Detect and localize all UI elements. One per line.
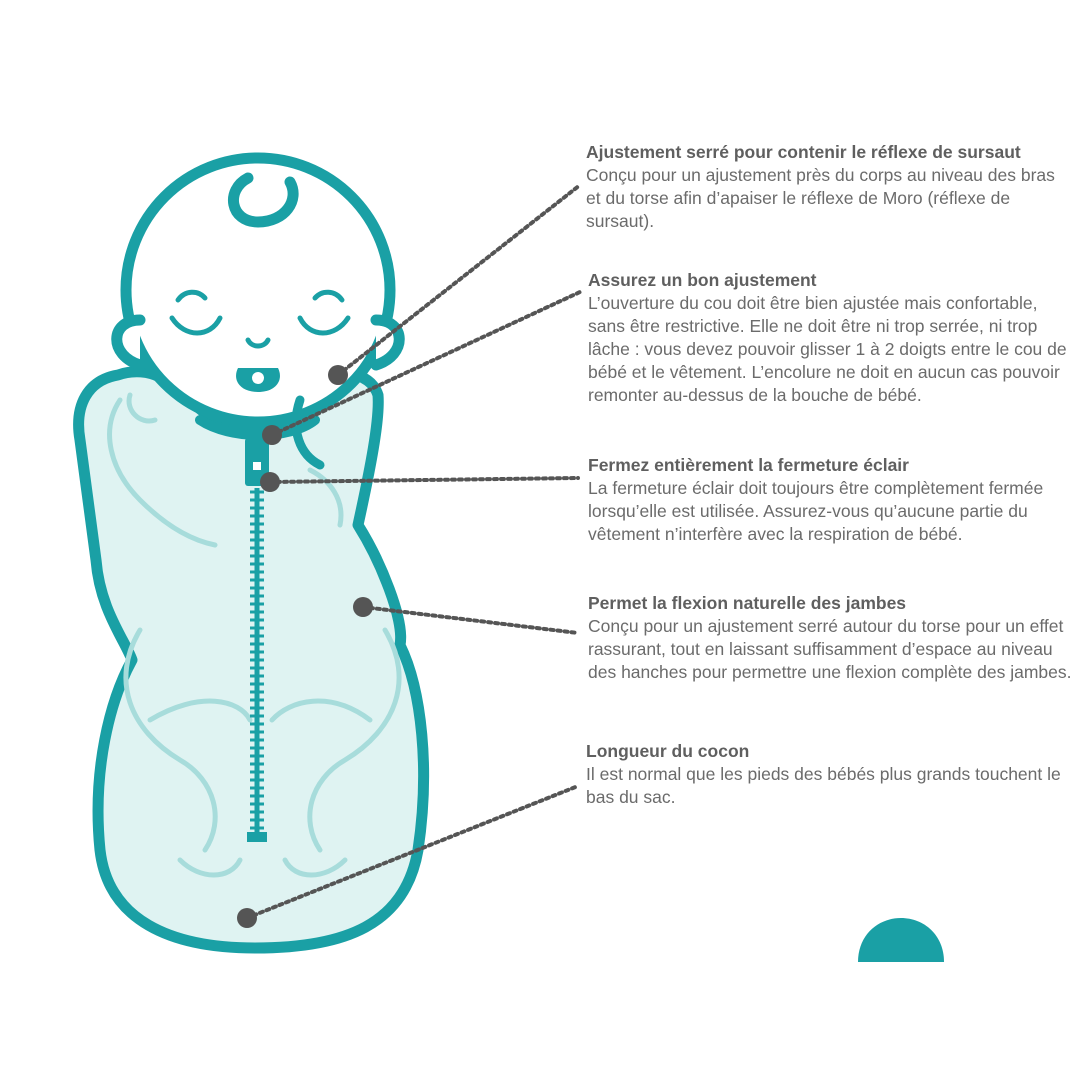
- leader-dot-5: [237, 908, 257, 928]
- callout-cocoon-length: [586, 740, 1071, 809]
- callout-title: Ajustement serré pour contenir le réflexe de sursaut: [586, 142, 1021, 162]
- callout-title: Permet la flexion naturelle des jambes: [588, 593, 907, 613]
- callout-body: Conçu pour un ajustement serré autour du torse pour un effet rassurant, tout en laissant suffisamment d’espace au niveau des hanches pour permettre une flexion complète des jambes.: [588, 616, 1072, 682]
- callout-title: Fermez entièrement la fermeture éclair: [588, 455, 909, 475]
- callout-startle-reflex: [586, 141, 1066, 233]
- callout-title: Assurez un bon ajustement: [588, 270, 817, 290]
- leader-dot-1: [328, 365, 348, 385]
- callout-body: Conçu pour un ajustement près du corps au niveau des bras et du torse afin d’apaiser le réflexe de Moro (réflexe de sursaut).: [586, 165, 1055, 231]
- zipper-stop: [247, 832, 267, 842]
- callout-good-fit: [588, 269, 1078, 407]
- callout-body: L’ouverture du cou doit être bien ajustée mais confortable, sans être restrictive. Elle ne doit être ni trop serrée, ni trop lâche : vous devez pouvoir glisser 1 à 2 doigts entre le cou de bébé et le vêtement. L’encolure ne doit en aucun cas pouvoir remonter au-dessus de la bouche de bébé.: [588, 293, 1067, 405]
- callout-leg-flexion: [588, 592, 1073, 684]
- callout-title: Longueur du cocon: [586, 741, 750, 761]
- callout-zipper: [588, 454, 1068, 546]
- leader-dot-4: [353, 597, 373, 617]
- callout-body: La fermeture éclair doit toujours être complètement fermée lorsqu’elle est utilisée. Assurez-vous qu’aucune partie du vêtement n’interfère avec la respiration de bébé.: [588, 478, 1044, 544]
- leader-dot-3: [260, 472, 280, 492]
- callout-body: Il est normal que les pieds des bébés plus grands touchent le bas du sac.: [586, 764, 1061, 807]
- zipper-pull-hole: [253, 462, 261, 470]
- pacifier-ring: [252, 372, 264, 384]
- teal-decorative-shape: [858, 918, 944, 962]
- left-ear: [117, 320, 140, 365]
- leader-dot-2: [262, 425, 282, 445]
